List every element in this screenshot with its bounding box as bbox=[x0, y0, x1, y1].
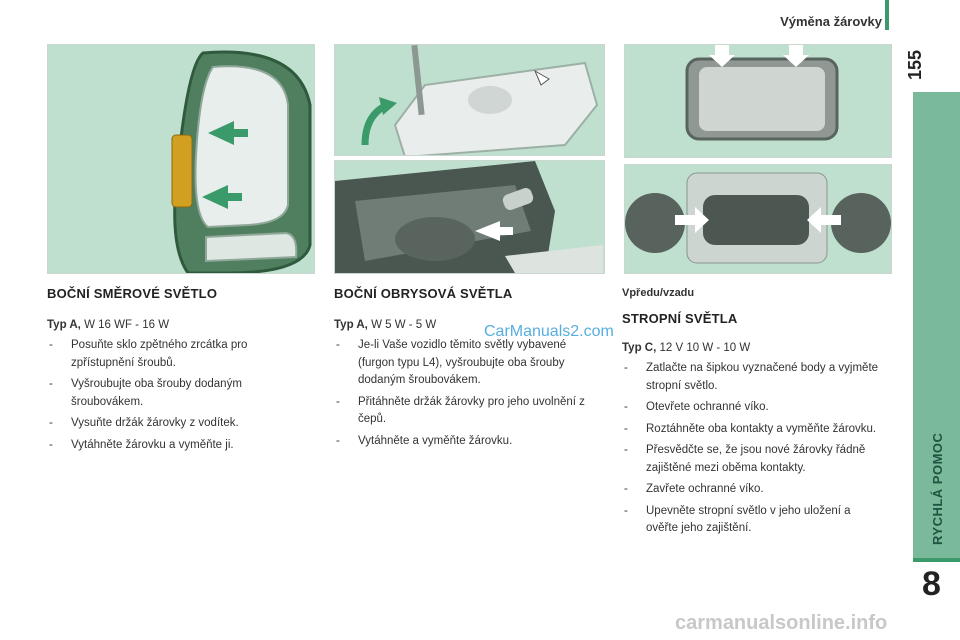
section-subtitle: Vpředu/vzadu bbox=[622, 287, 695, 299]
section-ceiling-lights bbox=[622, 287, 884, 542]
watermark-bottom: carmanualsonline.info bbox=[675, 612, 888, 634]
list-item: - Posuňte sklo zpětného zrcátka pro zpřístupnění šroubů. bbox=[47, 337, 297, 372]
sidebar-rule bbox=[913, 558, 960, 562]
bulb-type bbox=[47, 319, 297, 331]
steps-list bbox=[622, 360, 884, 538]
list-item: - Je-li Vaše vozidlo těmito světly vybavené (furgon typu L4), vyšroubujte oba šrouby dodaným šroubovákem. bbox=[334, 337, 599, 390]
list-item: - Vytáhněte a vyměňte žárovku. bbox=[334, 433, 599, 451]
type-value: W 5 W - 5 W bbox=[367, 319, 437, 331]
list-item: - Přesvědčte se, že jsou nové žárovky řádně zajištěné mezi oběma kontakty. bbox=[622, 442, 884, 477]
type-label: Typ A, bbox=[47, 319, 81, 331]
section-heading: BOČNÍ SMĚROVÉ SVĚTLO bbox=[47, 286, 218, 301]
steps-list bbox=[47, 337, 297, 454]
section-side-marker bbox=[334, 286, 599, 454]
mirror-illustration bbox=[47, 44, 315, 274]
type-value: W 16 WF - 16 W bbox=[80, 319, 170, 331]
page-header-title: Výměna žárovky bbox=[780, 14, 882, 29]
marker-lamp-cover-illustration bbox=[334, 44, 605, 156]
list-item: - Upevněte stropní světlo v jeho uložení a ověřte jeho zajištění. bbox=[622, 503, 884, 538]
type-label: Typ A, bbox=[334, 319, 368, 331]
steps-list bbox=[334, 337, 599, 450]
bulb-type bbox=[622, 342, 884, 354]
chapter-number: 8 bbox=[922, 565, 941, 603]
type-value: 12 V 10 W - 10 W bbox=[656, 342, 751, 354]
sidebar-label: RYCHLÁ POMOC bbox=[930, 432, 945, 545]
list-item: - Přitáhněte držák žárovky pro jeho uvolnění z čepů. bbox=[334, 394, 599, 429]
list-item: - Vyšroubujte oba šrouby dodaným šroubovákem. bbox=[47, 376, 297, 411]
ceiling-lamp-illustration bbox=[624, 44, 892, 158]
section-heading: BOČNÍ OBRYSOVÁ SVĚTLA bbox=[334, 286, 513, 301]
header-rule bbox=[885, 0, 889, 30]
ceiling-lamp-contacts-illustration bbox=[624, 164, 892, 274]
list-item: - Vytáhněte žárovku a vyměňte ji. bbox=[47, 437, 297, 455]
marker-lamp-holder-illustration bbox=[334, 160, 605, 274]
type-label: Typ C, bbox=[622, 342, 657, 354]
list-item: - Zavřete ochranné víko. bbox=[622, 481, 884, 499]
list-item: - Roztáhněte oba kontakty a vyměňte žárovku. bbox=[622, 421, 884, 439]
section-side-indicator bbox=[47, 286, 297, 458]
watermark-top: CarManuals2.com bbox=[484, 323, 614, 340]
list-item: - Vysuňte držák žárovky z vodítek. bbox=[47, 415, 297, 433]
list-item: - Otevřete ochranné víko. bbox=[622, 399, 884, 417]
page-number: 155 bbox=[905, 49, 925, 80]
section-heading: STROPNÍ SVĚTLA bbox=[622, 311, 738, 326]
list-item: - Zatlačte na šipkou vyznačené body a vyjměte stropní světlo. bbox=[622, 360, 884, 395]
